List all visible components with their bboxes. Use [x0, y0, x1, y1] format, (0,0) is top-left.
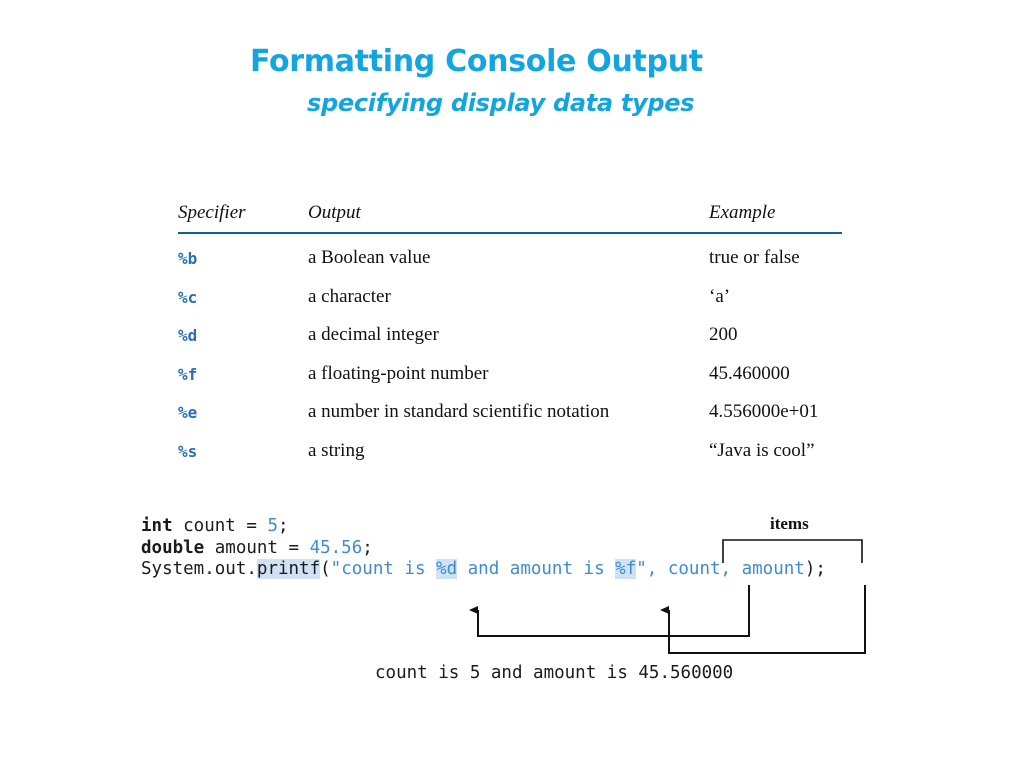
code-text: System.out.	[141, 559, 257, 579]
specifier-cell: %d	[178, 326, 198, 345]
example-cell: true or false	[709, 247, 800, 268]
example-cell: 4.556000e+01	[709, 401, 819, 422]
code-text: (	[320, 559, 331, 579]
code-text: ;	[277, 516, 289, 536]
specifier-cell: %c	[178, 287, 198, 307]
printf-method: printf	[256, 559, 321, 579]
header-specifier: Specifier	[178, 202, 246, 223]
header-example: Example	[709, 202, 776, 223]
code-text: amount =	[204, 537, 310, 558]
output-cell: a string	[308, 439, 365, 461]
output-cell: a floating-point number	[308, 362, 489, 384]
code-text: ;	[362, 537, 373, 558]
output-cell: a character	[308, 285, 391, 307]
amount-arrow	[669, 585, 865, 653]
console-output: count is 5 and amount is 45.560000	[375, 663, 734, 683]
example-cell: ‘a’	[709, 285, 731, 307]
keyword-double: double	[141, 537, 205, 558]
slide-title: Formatting Console Output	[250, 44, 703, 79]
string-literal: and amount is	[457, 559, 616, 579]
argument-list: ", count, amount	[636, 559, 805, 579]
output-cell: a number in standard scientific notation	[308, 401, 610, 422]
string-literal: "count is	[330, 559, 437, 579]
specifier-cell: %e	[178, 403, 198, 422]
specifier-cell: %s	[178, 441, 198, 461]
output-cell: a Boolean value	[308, 247, 431, 268]
items-label: items	[770, 514, 809, 533]
slide-subtitle: specifying display data types	[307, 89, 695, 117]
number-literal: 5	[267, 516, 278, 536]
keyword-int: int	[141, 516, 173, 536]
format-specifier-f: %f	[615, 559, 637, 579]
example-cell: “Java is cool”	[709, 439, 815, 461]
example-cell: 200	[709, 324, 738, 345]
header-output: Output	[308, 202, 361, 223]
example-cell: 45.460000	[709, 362, 790, 384]
items-bracket	[723, 540, 862, 563]
code-text: count =	[172, 516, 268, 536]
specifier-cell: %b	[178, 249, 198, 268]
output-cell: a decimal integer	[308, 324, 439, 345]
number-literal: 45.56	[309, 537, 363, 558]
count-arrow	[478, 585, 749, 636]
format-specifier-d: %d	[436, 559, 458, 579]
specifier-cell: %f	[178, 364, 198, 384]
code-text: );	[804, 559, 826, 579]
